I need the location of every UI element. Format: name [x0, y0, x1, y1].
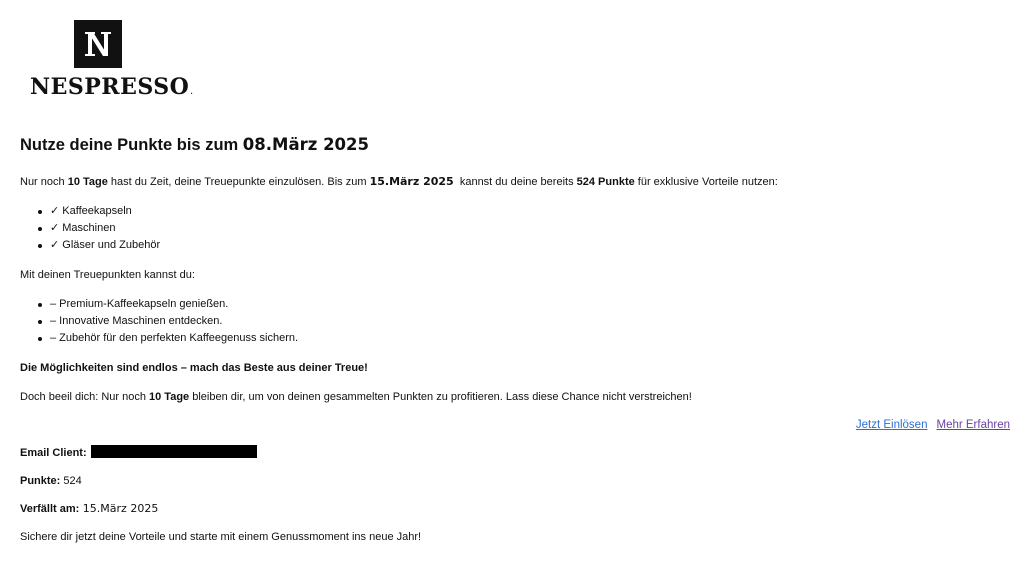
hurry-text-2: bleiben dir, um von deinen gesammelten Punkten zu profitieren. Lass diese Chance nicht verstreichen! [189, 391, 692, 403]
nespresso-n-icon [81, 27, 115, 61]
expiry-value: 15.März 2025 [79, 502, 159, 515]
treuepunkte-intro: Mit deinen Treuepunkten kannst du: [20, 269, 195, 281]
intro-text-1: Nur noch [20, 176, 68, 188]
wordmark-text: NESPRESSO [30, 74, 190, 100]
nespresso-wordmark [30, 74, 193, 100]
intro-text-4: für exklusive Vorteile nutzen: [634, 176, 778, 188]
endless-statement: Die Möglichkeiten sind endlos – mach das Beste aus deiner Treue! [20, 362, 368, 374]
email-client-field [20, 445, 1010, 461]
headline-text: Nutze deine Punkte bis zum [20, 136, 243, 154]
hurry-paragraph [20, 389, 1010, 405]
hurry-days: 10 Tage [149, 391, 190, 403]
benefits-list [20, 203, 1010, 254]
intro-text-2: hast du Zeit, deine Treuepunkte einzulösen. Bis zum [107, 176, 370, 188]
intro-points: 524 Punkte [576, 176, 635, 188]
action-links [20, 417, 1010, 433]
list-item: ✓ Kaffeekapseln [50, 203, 1010, 220]
wordmark-dot: . [190, 87, 194, 96]
list-item: – Zubehör für den perfekten Kaffeegenuss sichern. [50, 330, 1010, 347]
headline-date: 08.März 2025 [242, 135, 369, 154]
closing-text: Sichere dir jetzt deine Vorteile und starte mit einem Genussmoment ins neue Jahr! [20, 531, 422, 543]
hurry-text-1: Doch beeil dich: Nur noch [20, 391, 150, 403]
intro-date: 15.März 2025 [369, 175, 454, 188]
expiry-field [20, 501, 1010, 517]
list-item: ✓ Gläser und Zubehör [50, 237, 1010, 254]
options-list [20, 296, 1010, 347]
intro-text-3: kannst du deine bereits [453, 176, 577, 188]
email-client-label: Email Client: [20, 447, 87, 459]
email-body [20, 135, 1010, 557]
intro-paragraph [20, 174, 1010, 190]
intro-days: 10 Tage [67, 176, 108, 188]
learn-more-link[interactable]: Mehr Erfahren [936, 419, 1010, 431]
list-item: ✓ Maschinen [50, 220, 1010, 237]
expiry-label: Verfällt am: [20, 503, 80, 515]
nespresso-logo-mark [74, 20, 122, 68]
points-field [20, 473, 1010, 489]
redacted-email-block [91, 445, 257, 458]
points-value: 524 [60, 475, 82, 487]
redeem-link[interactable]: Jetzt Einlösen [855, 419, 928, 431]
points-label: Punkte: [20, 475, 61, 487]
list-item: – Innovative Maschinen entdecken. [50, 313, 1010, 330]
page-title [20, 135, 1010, 155]
list-item: – Premium-Kaffeekapseln genießen. [50, 296, 1010, 313]
